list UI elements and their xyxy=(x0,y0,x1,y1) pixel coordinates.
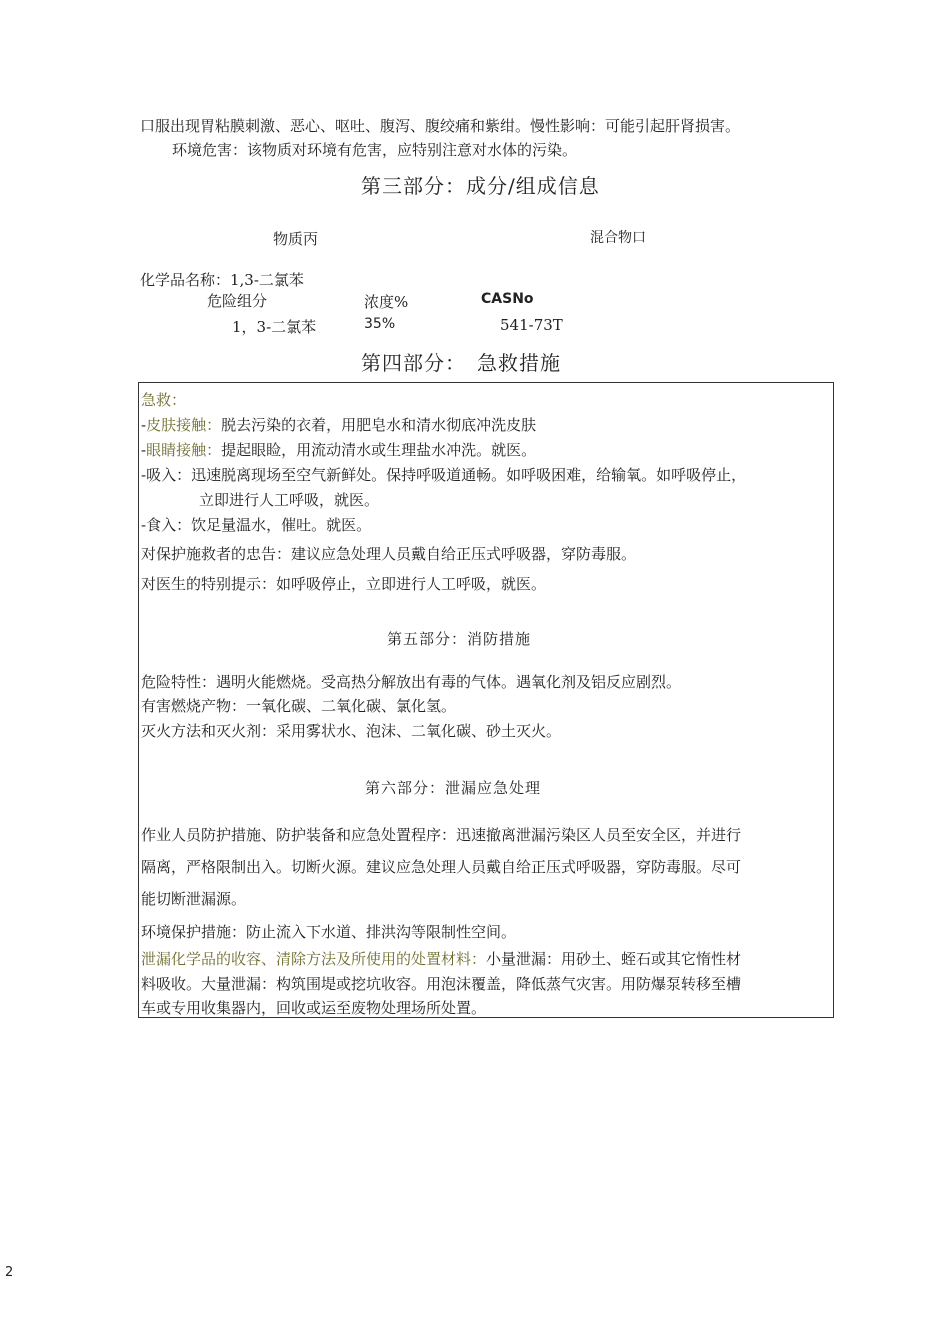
eye-dash: - xyxy=(141,441,147,459)
section-5-title: 第五部分：消防措施 xyxy=(387,630,532,648)
row-cas: 541-73T xyxy=(500,316,563,334)
extinguishing-method: 灭火方法和灭火剂：采用雾状水、泡沫、二氧化碳、砂土灭火。 xyxy=(141,722,562,740)
section-3-title: 第三部分：成分/组成信息 xyxy=(361,174,600,198)
first-aid-heading: 急救： xyxy=(141,391,187,409)
cleanup-label: 泄漏化学品的收容、清除方法及所使用的处置材料： xyxy=(141,950,487,968)
doctor-advice: 对医生的特别提示：如呼吸停止，立即进行人工呼吸，就医。 xyxy=(141,575,547,593)
intro-line-2: 环境危害：该物质对环境有危害，应特别注意对水体的污染。 xyxy=(172,141,578,159)
col-header-concentration: 浓度% xyxy=(364,293,409,311)
eye-contact-text: 提起眼睑，用流动清水或生理盐水冲洗。就医。 xyxy=(221,441,537,459)
page-number: 2 xyxy=(5,1265,14,1280)
intro-line-1: 口服出现胃粘膜刺激、恶心、呕吐、腹泻、腹绞痛和紫绀。慢性影响：可能引起肝肾损害。 xyxy=(140,117,741,135)
skin-contact-text: 脱去污染的衣着，用肥皂水和清水彻底冲洗皮肤 xyxy=(221,416,537,434)
mixture-label: 混合物口 xyxy=(590,230,646,246)
combustion-products: 有害燃烧产物：一氧化碳、二氧化碳、氯化氢。 xyxy=(141,697,457,715)
personnel-line-2: 隔离，严格限制出入。切断火源。建议应急处理人员戴自给正压式呼吸器，穿防毒服。尽可 xyxy=(141,858,742,876)
chemical-name: 化学品名称：1,3-二氯苯 xyxy=(140,271,304,289)
cleanup-text-1: 小量泄漏：用砂土、蛭石或其它惰性材 xyxy=(486,950,742,968)
ingestion: -食入：饮足量温水，催吐。就医。 xyxy=(141,516,372,534)
cleanup-line-3: 车或专用收集器内，回收或运至废物处理场所处置。 xyxy=(141,999,487,1017)
cleanup-line-1 xyxy=(141,948,741,969)
cleanup-line-2: 料吸收。大量泄漏：构筑围堤或挖坑收容。用泡沫覆盖，降低蒸气灾害。用防爆泵转移至槽 xyxy=(141,975,742,993)
fire-hazard: 危险特性：遇明火能燃烧。受高热分解放出有毒的气体。遇氧化剂及铝反应剧烈。 xyxy=(141,673,682,691)
col-header-cas: CASNo xyxy=(481,291,534,307)
substance-label: 物质丙 xyxy=(273,230,319,248)
environment-protection: 环境保护措施：防止流入下水道、排洪沟等限制性空间。 xyxy=(141,923,517,941)
skin-contact-label: 皮肤接触： xyxy=(146,416,222,434)
inhalation-line-2: 立即进行人工呼吸，就医。 xyxy=(199,491,380,509)
skin-dash: - xyxy=(141,416,147,434)
personnel-line-1: 作业人员防护措施、防护装备和应急处置程序：迅速撤离泄漏污染区人员至安全区，并进行 xyxy=(141,826,742,844)
rescuer-advice: 对保护施救者的忠告：建议应急处理人员戴自给正压式呼吸器，穿防毒服。 xyxy=(141,545,637,563)
section-4-title: 第四部分： 急救措施 xyxy=(361,351,561,375)
eye-contact-label: 眼睛接触： xyxy=(146,441,222,459)
personnel-line-3: 能切断泄漏源。 xyxy=(141,890,247,908)
col-header-component: 危险组分 xyxy=(207,292,268,310)
inhalation-line-1: -吸入：迅速脱离现场至空气新鲜处。保持呼吸道通畅。如呼吸困难，给输氧。如呼吸停止， xyxy=(141,466,747,484)
content-box xyxy=(138,382,834,1018)
row-concentration: 35% xyxy=(364,316,396,332)
skin-contact xyxy=(141,414,536,435)
row-component: 1，3-二氯苯 xyxy=(232,318,317,336)
eye-contact xyxy=(141,439,536,460)
section-6-title: 第六部分：泄漏应急处理 xyxy=(365,779,542,797)
